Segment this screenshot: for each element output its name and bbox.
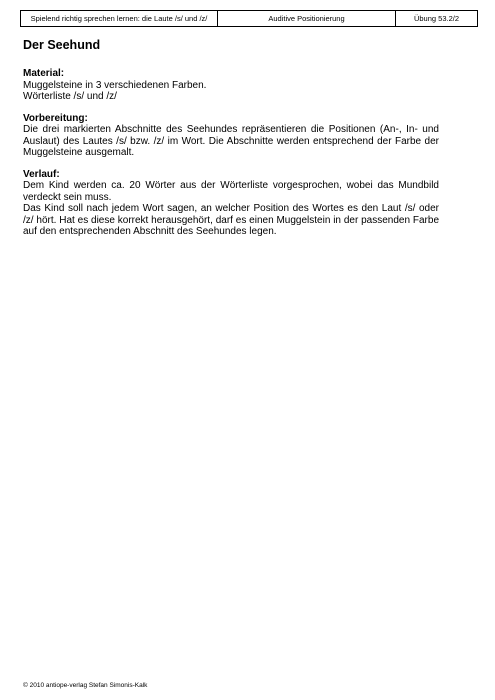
procedure-text-2: Das Kind soll nach jedem Wort sagen, an welcher Position des Wortes es den Laut /s/ oder /z/ hört. Hat es diese korrekt herausgehört, darf es einen Muggelstein in der passenden Farbe auf den entsprechenden Abschnitt des Seehundes legen. [23,203,439,237]
procedure-text-1: Dem Kind werden ca. 20 Wörter aus der Wörterliste vorgesprochen, wobei das Mundbild verdeckt sein muss. [23,180,439,203]
material-list [23,80,439,103]
section-heading-procedure: Verlauf: [23,168,60,180]
header-exercise-number: Übung 53.2/2 [396,11,478,27]
section-heading-material: Material: [23,68,65,79]
section-material [23,68,439,103]
material-item: Wörterliste /s/ und /z/ [23,91,117,102]
copyright-footer: © 2010 antiope-verlag Stefan Simonis-Kalk [23,682,148,689]
header-table [20,10,478,27]
material-item: Muggelsteine in 3 verschiedenen Farben. [23,79,207,91]
section-heading-preparation: Vorbereitung: [23,112,88,124]
preparation-text: Die drei markierten Abschnitte des Seehundes repräsentieren die Positionen (An-, In- und Auslaut) des Lautes /s/ bzw. /z/ im Wort. Die Abschnitte werden entsprechend der Farbe der Muggelsteine ausgemalt. [23,124,439,158]
section-procedure [23,169,439,238]
header-series-title: Spielend richtig sprechen lernen: die Laute /s/ und /z/ [21,11,218,27]
section-preparation [23,113,439,159]
page-title: Der Seehund [23,38,101,52]
page-content [23,38,439,248]
header-topic: Auditive Positionierung [218,11,396,27]
